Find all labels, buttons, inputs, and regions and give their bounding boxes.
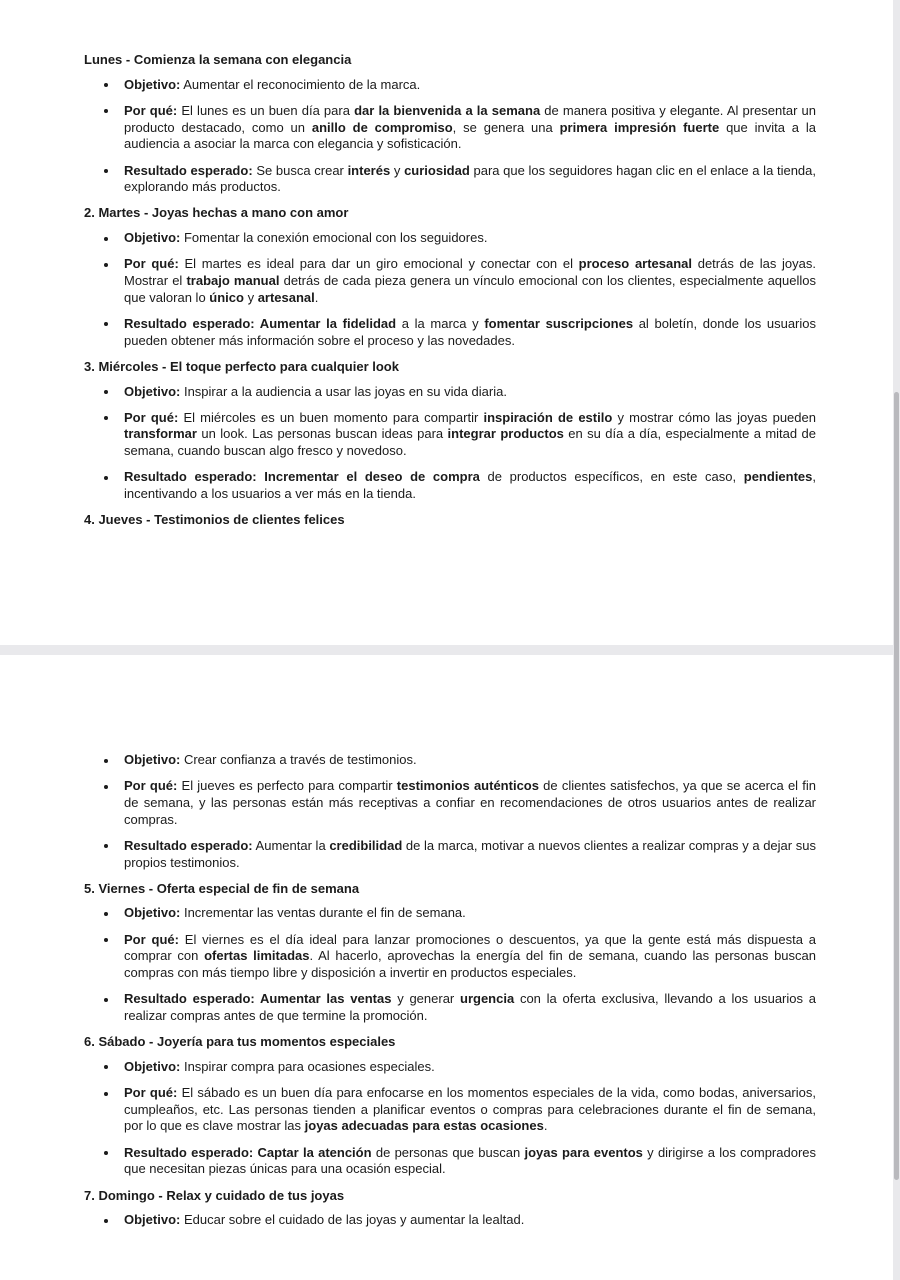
section-heading-jueves: 4. Jueves - Testimonios de clientes felices bbox=[84, 512, 345, 528]
bullet-por-que: Por qué: El martes es ideal para dar un giro emocional y conectar con el proceso artesanal detrás de las joyas. Mostrar el trabajo manual detrás de cada pieza genera un vínculo emocional con los clientes, especialmente aquellos que valoran lo único y artesanal. bbox=[124, 256, 817, 305]
bullet-list-miercoles bbox=[84, 384, 816, 503]
section-heading-martes: 2. Martes - Joyas hechas a mano con amor bbox=[84, 205, 349, 221]
bullet-list-sabado bbox=[84, 1059, 816, 1178]
bullet-list-jueves bbox=[84, 752, 816, 871]
bullet-objetivo: Objetivo: Inspirar a la audiencia a usar las joyas en su vida diaria. bbox=[124, 384, 816, 401]
bullet-objetivo: Objetivo: Educar sobre el cuidado de las joyas y aumentar la lealtad. bbox=[124, 1212, 816, 1229]
scrollbar-thumb[interactable] bbox=[894, 392, 899, 1180]
bullet-list-viernes bbox=[84, 905, 816, 1024]
section-heading-sabado: 6. Sábado - Joyería para tus momentos especiales bbox=[84, 1034, 396, 1050]
bullet-resultado: Resultado esperado: Aumentar la fidelidad a la marca y fomentar suscripciones al boletín, donde los usuarios pueden obtener más información sobre el proceso y las novedades. bbox=[124, 315, 816, 348]
section-heading-domingo: 7. Domingo - Relax y cuidado de tus joyas bbox=[84, 1187, 345, 1203]
bullet-resultado: Resultado esperado: Captar la atención de personas que buscan joyas para eventos y dirigirse a los compradores que necesitan piezas únicas para una ocasión especial. bbox=[124, 1144, 816, 1177]
bullet-objetivo: Objetivo: Crear confianza a través de testimonios. bbox=[124, 752, 816, 769]
bullet-por-que: Por qué: El viernes es el día ideal para lanzar promociones o descuentos, ya que la gente está más dispuesta a comprar con ofertas limitadas. Al hacerlo, aprovechas la energía del fin de semana, cuando las personas buscan compras con más tiempo libre y disposición a invertir en productos especiales. bbox=[124, 931, 816, 981]
section-heading-viernes: 5. Viernes - Oferta especial de fin de semana bbox=[84, 880, 360, 896]
bullet-por-que: Por qué: El miércoles es un buen momento para compartir inspiración de estilo y mostrar cómo las joyas pueden transformar un look. Las personas buscan ideas para integrar productos en su día a día, especialmente a mitad de semana, cuando buscan algo fresco y novedoso. bbox=[124, 409, 816, 459]
page-1-content bbox=[84, 52, 816, 537]
bullet-por-que: Por qué: El jueves es perfecto para compartir testimonios auténticos de clientes satisfechos, ya que se acerca el fin de semana, y las personas están más receptivas a confiar en recomendaciones de otros usuarios antes de realizar compras. bbox=[124, 778, 816, 827]
bullet-objetivo: Objetivo: Incrementar las ventas durante el fin de semana. bbox=[124, 905, 816, 922]
page-2-content bbox=[84, 752, 816, 1238]
vertical-scrollbar[interactable] bbox=[893, 0, 900, 1280]
bullet-por-que: Por qué: El sábado es un buen día para enfocarse en los momentos especiales de la vida, como bodas, aniversarios, cumpleaños, etc. Las personas tienden a planificar eventos o compras para celebraciones durante el fin de semana, por lo que es clave mostrar las joyas adecuadas para estas ocasiones. bbox=[124, 1085, 816, 1134]
bullet-objetivo: Objetivo: Inspirar compra para ocasiones especiales. bbox=[124, 1059, 816, 1076]
bullet-list-domingo bbox=[84, 1212, 816, 1229]
bullet-resultado: Resultado esperado: Se busca crear interés y curiosidad para que los seguidores hagan clic en el enlace a la tienda, explorando más productos. bbox=[124, 162, 817, 195]
bullet-por-que: Por qué: El lunes es un buen día para dar la bienvenida a la semana de manera positiva y elegante. Al presentar un producto destacado, como un anillo de compromiso, se genera una primera impresión fuerte que invita a la audiencia a asociar la marca con elegancia y sofisticación. bbox=[124, 102, 817, 152]
bullet-resultado: Resultado esperado: Incrementar el deseo de compra de productos específicos, en este caso, pendientes, incentivando a los usuarios a ver más en la tienda. bbox=[124, 469, 817, 502]
document-page-1 bbox=[0, 0, 893, 645]
bullet-resultado: Resultado esperado: Aumentar las ventas y generar urgencia con la oferta exclusiva, llevando a los usuarios a realizar compras antes de que termine la promoción. bbox=[124, 991, 816, 1023]
section-heading-miercoles: 3. Miércoles - El toque perfecto para cualquier look bbox=[84, 358, 399, 374]
section-heading-lunes: Lunes - Comienza la semana con elegancia bbox=[84, 52, 352, 67]
bullet-objetivo: Objetivo: Aumentar el reconocimiento de la marca. bbox=[124, 77, 816, 94]
bullet-list-lunes bbox=[84, 77, 816, 196]
bullet-resultado: Resultado esperado: Aumentar la credibilidad de la marca, motivar a nuevos clientes a realizar compras y a dejar sus propios testimonios. bbox=[124, 837, 816, 870]
bullet-objetivo: Objetivo: Fomentar la conexión emocional con los seguidores. bbox=[124, 230, 816, 247]
bullet-list-martes bbox=[84, 230, 816, 349]
